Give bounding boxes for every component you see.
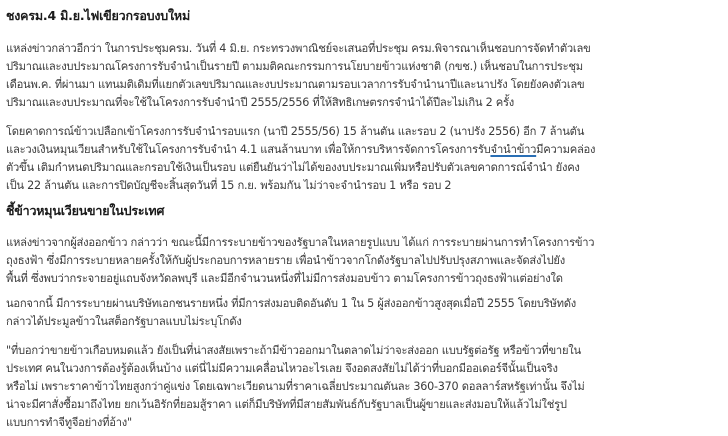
line-text: และวงเงินหมุนเวียนสำหรับใช้ในโครงการรับจำนำ 4.1 แสนล้านบาท เพื่อให้การบริหารจัดการโครงการรับ: [6, 143, 491, 156]
paragraph-line: เดือนพ.ค. ที่ผ่านมา แทนมติเดิมที่แยกตัวเลขปริมาณและงบประมาณตามรอบเวลาการรับจำนำนาปีและนาปรัง โดยยังคงตัวเลข: [6, 78, 585, 91]
paragraph-quote: [6, 342, 722, 432]
paragraph-line: ถุงธงฟ้า ซึ่งมีการระบายหลายครั้งให้กับผู้ประกอบการหลายราย เพื่อนำข้าวจากโกดังรัฐบาลไปปรับปรุงสภาพและจัดส่งไปยัง: [6, 254, 565, 267]
paragraph-line: น่าจะมีศาสั่งซื้อมาถึงไทย ยกเว้นอิรักที่ยอมสู้ราคา แต่ก็มีบริษัทที่มีสายสัมพันธ์กับรัฐบาลเป็นผู้ขายและส่งมอบให้แล้วไม่ใช่รูป: [6, 398, 567, 411]
paragraph-rice-estimate: [6, 123, 722, 195]
paragraph-line: "ที่บอกว่าขายข้าวเกือบหมดแล้ว ยังเป็นที่น่าสงสัยเพราะถ้ามีข้าวออกมาในตลาดไม่ว่าจะส่งออก แบบรัฐต่อรัฐ หรือข้าวที่ขายใน: [6, 344, 581, 357]
paragraph-line: นอกจากนี้ มีการระบายผ่านบริษัทเอกชนรายหนึ่ง ที่มีการส่งมอบติดอันดับ 1 ใน 5 ผู้ส่งออกข้าวสูงสุดเมื่อปี 2555 โดยบริษัทดัง: [6, 297, 576, 310]
paragraph-line: ปริมาณและงบประมาณโครงการรับจำนำเป็นรายปี ตามมติคณะกรรมการนโยบายข้าวแห่งชาติ (กขช.) เห็นชอบในการประชุม: [6, 60, 583, 73]
paragraph-line: ประเทศ คนในวงการต้องรู้ต้องเห็นบ้าง แต่นี่ไม่มีความเคลื่อนไหวอะไรเลย จึงอดสงสัยไม่ได้ว่าที่บอกมีออเดอร์จีนั้นเป็นจริง: [6, 362, 558, 375]
paragraph-private-company: [6, 295, 722, 331]
paragraph-line: ปริมาณและงบประมาณที่จะใช้ในโครงการรับจำนำปี 2555/2556 ที่ให้สิทธิเกษตรกรจำนำได้ปีละไม่เกิน 2 ครั้ง: [6, 96, 514, 109]
paragraph-line: แหล่งข่าวจากผู้ส่งออกข้าว กล่าวว่า ขณะนี้มีการระบายข้าวของรัฐบาลในหลายรูปแบบ ได้แก่ การระบายผ่านการทำโครงการข้าว: [6, 236, 595, 249]
paragraph-line: แหล่งข่าวกล่าวอีกว่า ในการประชุมครม. วันที่ 4 มิ.ย. กระทรวงพาณิชย์จะเสนอที่ประชุม ครม.พิจารณาเห็นชอบการจัดทำตัวเลข: [6, 42, 591, 55]
paragraph-line: โดยคาดการณ์ข้าวเปลือกเข้าโครงการรับจำนำรอบแรก (นาปี 2555/56) 15 ล้านตัน และรอบ 2 (นาปรัง 2556) อีก 7 ล้านตัน: [6, 125, 585, 138]
paragraph-line: เป็น 22 ล้านตัน และการปิดบัญชีจะสิ้นสุดวันที่ 15 ก.ย. พร้อมกัน ไม่ว่าจะจำนำรอบ 1 หรือ รอบ 2: [6, 179, 452, 192]
section-heading-rice-circulation: ชี้ข้าวหมุนเวียนขายในประเทศ: [6, 203, 165, 218]
paragraph-line: พื้นที่ ซึ่งพบว่ากระจายอยู่แถบจังหวัดลพบุรี และมีอีกจำนวนหนึ่งที่ไม่มีการส่งมอบข้าว ตามโครงการข้าวถุงธงฟ้าแต่อย่างใด: [6, 272, 563, 285]
paragraph-line: กล่าวได้ประมูลข้าวในสต็อกรัฐบาลแบบไม่ระบุโกดัง: [6, 315, 242, 328]
paragraph-exporter-source: [6, 234, 722, 288]
paragraph-line: หรือไม่ เพราะราคาข้าวไทยสูงกว่าคู่แข่ง โดยเฉพาะเวียดนามที่ราคาเฉลี่ยประมาณตันละ 360-370 ดอลลาร์สหรัฐเท่านั้น จึงไม่: [6, 380, 585, 393]
section-heading-cabinet: ชงครม.4 มิ.ย.ไฟเขียวกรอบงบใหม่: [6, 8, 191, 23]
line-text: มีความคล่อง: [536, 143, 596, 156]
paragraph-line-with-highlight: [6, 141, 722, 159]
paragraph-line: ตัวขึ้น เติมกำหนดปริมาณและกรอบใช้เงินเป็นรอบ แต่ยืนยันว่าไม่ได้ของงบประมาณเพิ่มหรือปรับตัวเลขคาดการณ์จำนำ ยังคง: [6, 161, 580, 174]
paragraph-cabinet-proposal: [6, 40, 722, 112]
highlighted-keyword: จำนำข้าว: [490, 143, 537, 156]
paragraph-line: แบบการทำจีทูจีอย่างที่อ้าง": [6, 416, 132, 429]
